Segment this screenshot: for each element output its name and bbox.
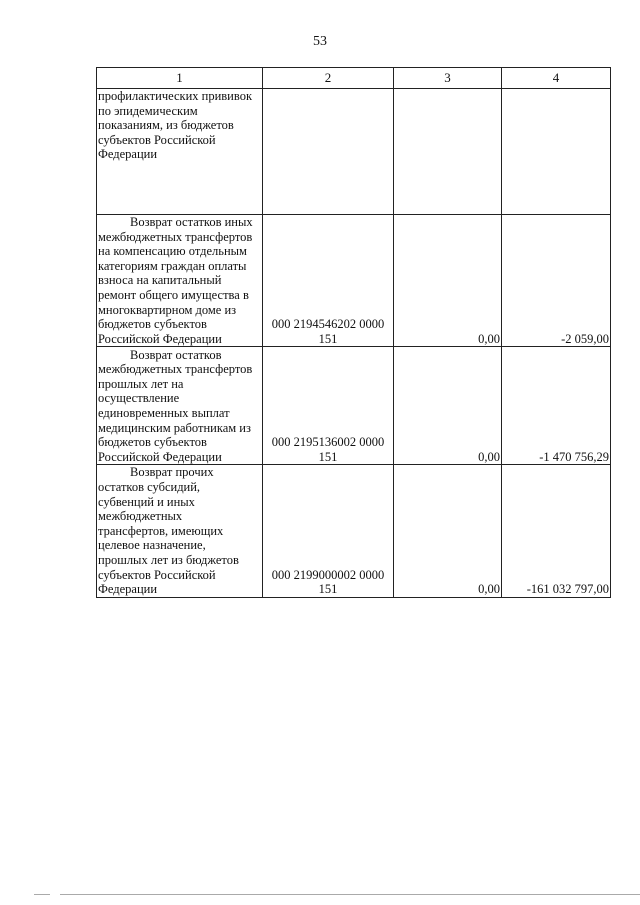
- row-col4-value: -2 059,00: [502, 215, 611, 347]
- row-code: 000 2195136002 0000 151: [263, 347, 394, 465]
- page-number: 53: [313, 34, 327, 49]
- row-col4-value: -161 032 797,00: [502, 465, 611, 597]
- row-code: [263, 89, 394, 215]
- table-header-row: [97, 68, 611, 89]
- column-header-2: 2: [263, 68, 394, 89]
- row-col3-value: 0,00: [394, 347, 502, 465]
- row-description: [97, 465, 263, 597]
- row-description-text: остатков субсидий, субвенций и иных межбюджетных трансфертов, имеющих целевое назначение, прошлых лет из бюджетов субъектов Российской Федерации: [98, 479, 239, 597]
- row-col3-value: 0,00: [394, 215, 502, 347]
- table-row: [97, 215, 611, 347]
- row-description-first-line: Возврат остатков иных: [130, 215, 253, 229]
- column-header-1: 1: [97, 68, 263, 89]
- row-description-text: межбюджетных трансфертов на компенсацию отдельным категориям граждан оплаты взноса на капитальный ремонт общего имущества в многоквартирном доме из бюджетов субъектов Российской Федерации: [98, 229, 253, 346]
- row-col3-value: 0,00: [394, 465, 502, 597]
- row-code: 000 2199000002 0000 151: [263, 465, 394, 597]
- table-row: [97, 465, 611, 597]
- column-header-3: 3: [394, 68, 502, 89]
- column-header-4: 4: [502, 68, 611, 89]
- row-description: [97, 215, 263, 347]
- budget-table: [96, 67, 611, 598]
- row-code: 000 2194546202 0000 151: [263, 215, 394, 347]
- row-description-first-line: Возврат остатков: [130, 347, 222, 362]
- row-description: [97, 89, 263, 215]
- row-col3-value: [394, 89, 502, 215]
- table-row: [97, 89, 611, 215]
- row-description: [97, 347, 263, 465]
- table-row: [97, 347, 611, 465]
- footer-rule: [60, 894, 640, 895]
- row-col4-value: [502, 89, 611, 215]
- row-description-text: профилактических прививок по эпидемическим показаниям, из бюджетов субъектов Российской Федерации: [98, 89, 253, 162]
- row-col4-value: -1 470 756,29: [502, 347, 611, 465]
- row-description-text: межбюджетных трансфертов прошлых лет на осуществление единовременных выплат медицинским работникам из бюджетов субъектов Российской Федерации: [98, 362, 253, 464]
- footer-mark: [34, 894, 50, 895]
- row-description-first-line: Возврат прочих: [130, 465, 214, 480]
